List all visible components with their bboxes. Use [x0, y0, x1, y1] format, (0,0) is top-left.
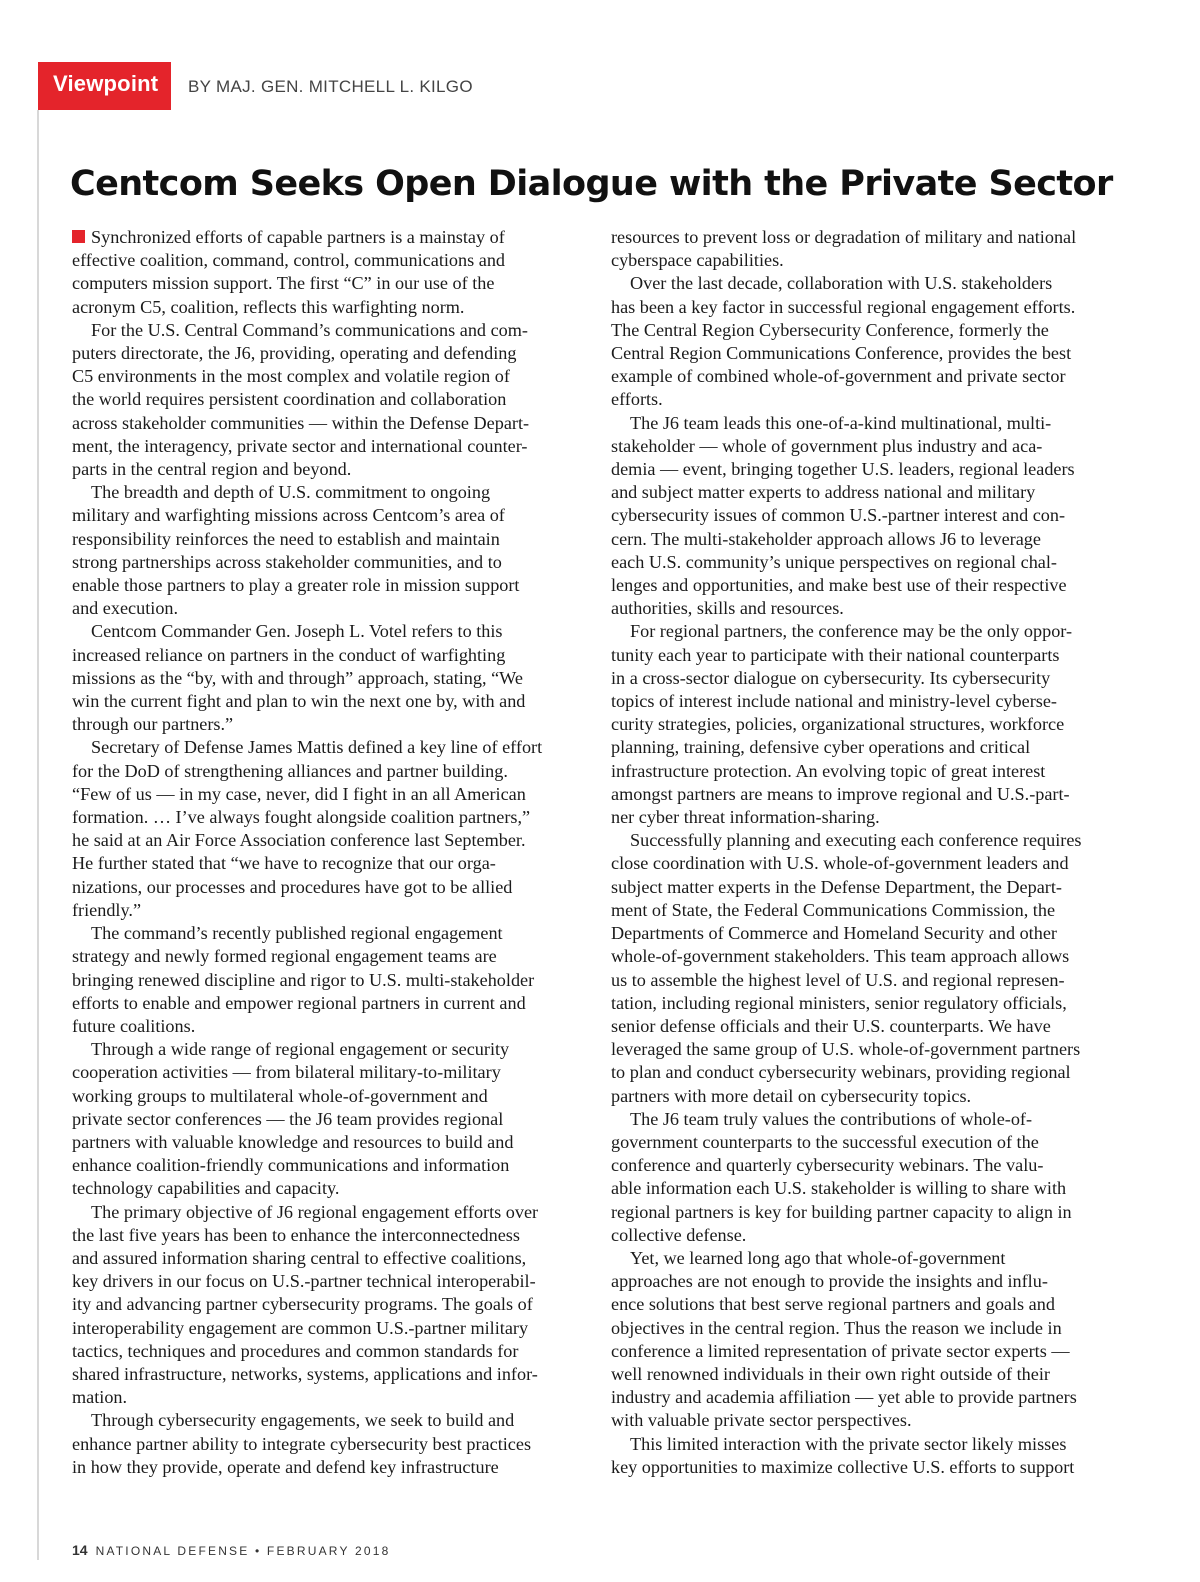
article-line: For the U.S. Central Command’s communications and com-: [91, 319, 528, 340]
article-line: nizations, our processes and procedures have got to be allied: [72, 876, 513, 897]
headline: Centcom Seeks Open Dialogue with the Private Sector: [70, 164, 1113, 204]
article-line: cern. The multi-stakeholder approach allows J6 to leverage: [611, 528, 1041, 549]
article-line: Yet, we learned long ago that whole-of-government: [630, 1247, 1006, 1268]
article-line: lenges and opportunities, and make best use of their respective: [611, 575, 1067, 596]
article-line: example of combined whole-of-government and private sector: [611, 366, 1066, 387]
article-line: tunity each year to participate with their national counterparts: [611, 644, 1060, 665]
article-line: objectives in the central region. Thus the reason we include in: [611, 1317, 1062, 1338]
article-line: The command’s recently published regional engagement: [91, 923, 503, 944]
article-line: well renowned individuals in their own right outside of their: [611, 1363, 1050, 1384]
article-line: Centcom Commander Gen. Joseph L. Votel refers to this: [91, 621, 503, 642]
article-line: enhance partner ability to integrate cybersecurity best practices: [72, 1433, 532, 1454]
article-line: future coalitions.: [72, 1015, 196, 1036]
article-line: responsibility reinforces the need to establish and maintain: [72, 528, 500, 549]
article-line: close coordination with U.S. whole-of-government leaders and: [611, 853, 1069, 874]
article-line: Through a wide range of regional engagement or security: [91, 1039, 510, 1060]
article-line: enhance coalition-friendly communications and information: [72, 1155, 510, 1176]
article-line: technology capabilities and capacity.: [72, 1178, 340, 1199]
article-column-right: [611, 226, 1131, 1479]
article-line: topics of interest include national and ministry-level cyberse-: [611, 691, 1057, 712]
article-line: across stakeholder communities — within the Defense Depart-: [72, 412, 530, 433]
article-line: This limited interaction with the private sector likely misses: [630, 1433, 1067, 1454]
article-line: Synchronized efforts of capable partners is a mainstay of: [72, 226, 582, 249]
article-line: demia — event, bringing together U.S. leaders, regional leaders: [611, 459, 1075, 480]
article-line: key opportunities to maximize collective U.S. efforts to support: [611, 1456, 1075, 1477]
article-line: increased reliance on partners in the conduct of warfighting: [72, 644, 506, 665]
article-line: Central Region Communications Conference, provides the best: [611, 343, 1072, 364]
article-line: Secretary of Defense James Mattis defined a key line of effort: [91, 737, 543, 758]
article-line: conference a limited representation of private sector experts —: [611, 1340, 1070, 1361]
article-line: cybersecurity issues of common U.S.-partner interest and con-: [611, 505, 1066, 526]
article-line: shared infrastructure, networks, systems, applications and infor-: [72, 1363, 538, 1384]
article-line: through our partners.”: [72, 714, 234, 735]
page-footer: [72, 1542, 390, 1558]
article-line: effective coalition, command, control, communications and: [72, 250, 506, 271]
article-line: the world requires persistent coordination and collaboration: [72, 389, 507, 410]
article-line: interoperability engagement are common U.S.-partner military: [72, 1317, 529, 1338]
article-line: curity strategies, policies, organizational structures, workforce: [611, 714, 1065, 735]
article-line: The breadth and depth of U.S. commitment to ongoing: [91, 482, 491, 503]
article-line: government counterparts to the successful execution of the: [611, 1131, 1039, 1152]
article-line: military and warfighting missions across Centcom’s area of: [72, 505, 505, 526]
article-line: tation, including regional ministers, senior regulatory officials,: [611, 992, 1067, 1013]
article-line: in a cross-sector dialogue on cybersecurity. Its cybersecurity: [611, 667, 1051, 688]
article-line: he said at an Air Force Association conference last September.: [72, 830, 526, 851]
article-line: ence solutions that best serve regional partners and goals and: [611, 1294, 1055, 1315]
article-line: parts in the central region and beyond.: [72, 459, 352, 480]
article-line: ner cyber threat information-sharing.: [611, 807, 880, 828]
article-line: industry and academia affiliation — yet able to provide partners: [611, 1387, 1077, 1408]
article-line: and subject matter experts to address national and military: [611, 482, 1036, 503]
article-line: He further stated that “we have to recognize that our orga-: [72, 853, 496, 874]
article-column-left: [72, 226, 582, 1479]
article-line: cyberspace capabilities.: [611, 250, 784, 271]
article-line: to plan and conduct cybersecurity webinars, providing regional: [611, 1062, 1071, 1083]
article-line: authorities, skills and resources.: [611, 598, 844, 619]
article-line: ment of State, the Federal Communications Commission, the: [611, 899, 1056, 920]
article-line: mation.: [72, 1387, 128, 1408]
article-line: planning, training, defensive cyber operations and critical: [611, 737, 1031, 758]
article-line: computers mission support. The first “C” in our use of the: [72, 273, 495, 294]
article-line: in how they provide, operate and defend key infrastructure: [72, 1456, 499, 1477]
article-line: regional partners is key for building partner capacity to align in: [611, 1201, 1072, 1222]
article-line: subject matter experts in the Defense Department, the Depart-: [611, 876, 1062, 897]
article-line: puters directorate, the J6, providing, operating and defending: [72, 343, 517, 364]
article-line: win the current fight and plan to win the next one by, with and: [72, 691, 526, 712]
article-line: Through cybersecurity engagements, we seek to build and: [91, 1410, 515, 1431]
article-line: “Few of us — in my case, never, did I fight in an all American: [72, 783, 526, 804]
article-line: with valuable private sector perspectives.: [611, 1410, 912, 1431]
article-line: Over the last decade, collaboration with U.S. stakeholders: [630, 273, 1053, 294]
article-line: Successfully planning and executing each conference requires: [630, 830, 1082, 851]
article-line: us to assemble the highest level of U.S. and regional represen-: [611, 969, 1065, 990]
article-line: The J6 team truly values the contributions of whole-of-: [630, 1108, 1033, 1129]
article-line: strategy and newly formed regional engagement teams are: [72, 946, 497, 967]
article-line: The J6 team leads this one-of-a-kind multinational, multi-: [630, 412, 1052, 433]
article-line: efforts to enable and empower regional partners in current and: [72, 992, 526, 1013]
article-line: C5 environments in the most complex and volatile region of: [72, 366, 510, 387]
article-line: formation. … I’ve always fought alongside coalition partners,”: [72, 807, 531, 828]
article-line: The primary objective of J6 regional engagement efforts over: [91, 1201, 539, 1222]
article-line: Departments of Commerce and Homeland Security and other: [611, 923, 1057, 944]
article-line: approaches are not enough to provide the insights and influ-: [611, 1271, 1048, 1292]
article-line: the last five years has been to enhance the interconnectedness: [72, 1224, 520, 1245]
article-line: ity and advancing partner cybersecurity programs. The goals of: [72, 1294, 533, 1315]
article-line: each U.S. community’s unique perspectives on regional chal-: [611, 551, 1057, 572]
article-line: private sector conferences — the J6 team provides regional: [72, 1108, 504, 1129]
article-line: resources to prevent loss or degradation of military and national: [611, 227, 1077, 247]
article-line: and assured information sharing central to effective coalitions,: [72, 1247, 527, 1268]
page-number: 14: [72, 1542, 88, 1558]
article-line: whole-of-government stakeholders. This team approach allows: [611, 946, 1070, 967]
byline: BY MAJ. GEN. MITCHELL L. KILGO: [188, 77, 473, 96]
article-line: partners with valuable knowledge and resources to build and: [72, 1131, 514, 1152]
article-line: ment, the interagency, private sector and international counter-: [72, 435, 528, 456]
article-line: efforts.: [611, 389, 663, 410]
article-line: acronym C5, coalition, reflects this warfighting norm.: [72, 296, 465, 317]
section-tag: Viewpoint: [53, 71, 159, 96]
article-line: stakeholder — whole of government plus industry and aca-: [611, 435, 1043, 456]
article-line: For regional partners, the conference may be the only oppor-: [630, 621, 1073, 642]
article-line: for the DoD of strengthening alliances and partner building.: [72, 760, 508, 781]
article-line: friendly.”: [72, 899, 142, 920]
publication-line: NATIONAL DEFENSE • FEBRUARY 2018: [95, 1544, 391, 1558]
article-line: senior defense officials and their U.S. counterparts. We have: [611, 1015, 1051, 1036]
article-line: collective defense.: [611, 1224, 747, 1245]
left-margin-rule: [37, 110, 39, 1560]
article-line: missions as the “by, with and through” approach, stating, “We: [72, 667, 523, 688]
article-line: and execution.: [72, 598, 179, 619]
article-line: conference and quarterly cybersecurity webinars. The valu-: [611, 1155, 1044, 1176]
article-line: partners with more detail on cybersecurity topics.: [611, 1085, 972, 1106]
article-line: tactics, techniques and procedures and common standards for: [72, 1340, 519, 1361]
article-line: amongst partners are means to improve regional and U.S.-part-: [611, 783, 1070, 804]
article-line: enable those partners to play a greater role in mission support: [72, 575, 520, 596]
article-line: key drivers in our focus on U.S.-partner technical interoperabil-: [72, 1271, 536, 1292]
red-square-bullet-icon: [72, 230, 85, 243]
article-line: strong partnerships across stakeholder communities, and to: [72, 551, 502, 572]
article-line: leveraged the same group of U.S. whole-of-government partners: [611, 1039, 1081, 1060]
article-line: has been a key factor in successful regional engagement efforts.: [611, 296, 1076, 317]
article-line: able information each U.S. stakeholder is willing to share with: [611, 1178, 1067, 1199]
article-line: working groups to multilateral whole-of-government and: [72, 1085, 488, 1106]
article-line: infrastructure protection. An evolving topic of great interest: [611, 760, 1046, 781]
article-line: cooperation activities — from bilateral military-to-military: [72, 1062, 501, 1083]
article-line: bringing renewed discipline and rigor to U.S. multi-stakeholder: [72, 969, 535, 990]
article-line: The Central Region Cybersecurity Conference, formerly the: [611, 319, 1049, 340]
